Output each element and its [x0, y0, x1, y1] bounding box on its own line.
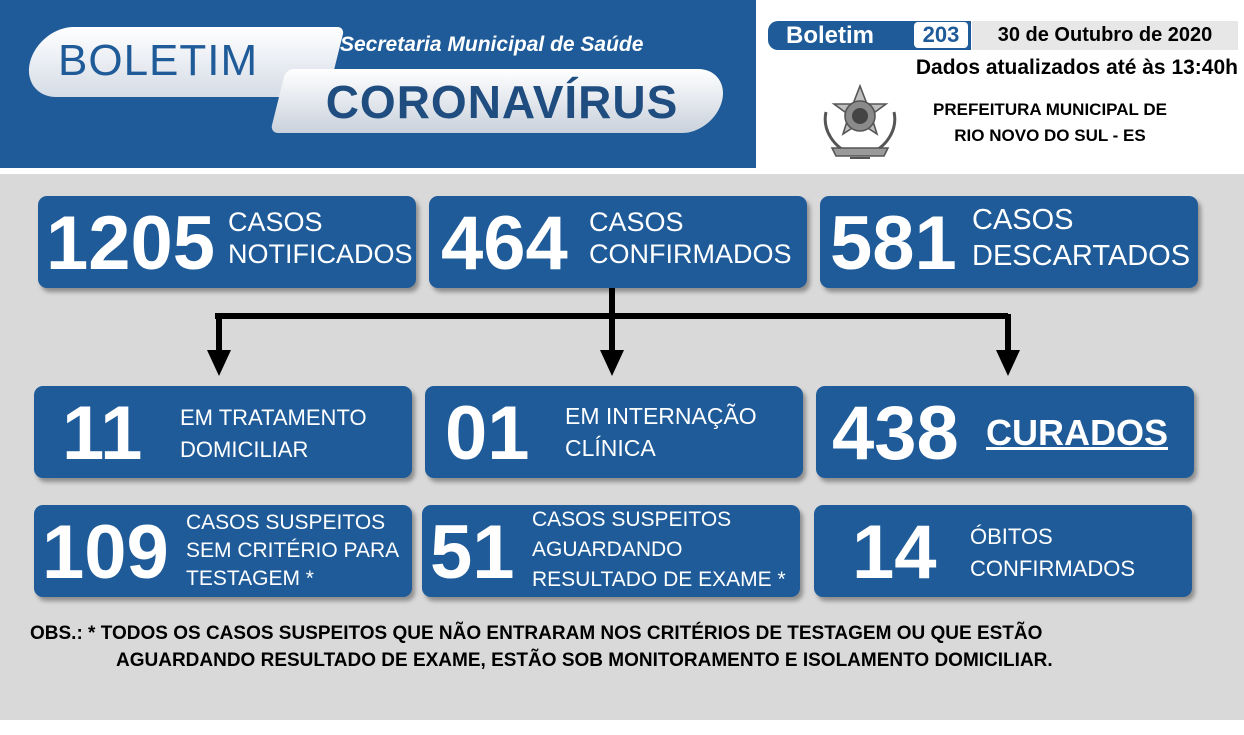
home-treatment-label-2: DOMICILIAR — [180, 437, 309, 462]
discarded-label-1: CASOS — [972, 204, 1074, 236]
deaths-label — [970, 521, 1135, 585]
suspected-awaiting-label-2: AGUARDANDO — [532, 538, 683, 561]
boletim-date: 30 de Outubro de 2020 — [972, 21, 1238, 50]
card-suspected-no-criteria — [34, 505, 412, 597]
boletim-number: 203 — [914, 22, 968, 48]
discarded-label — [972, 202, 1190, 274]
deaths-count: 14 — [852, 510, 937, 595]
updated-time: Dados atualizados até às 13:40h — [915, 56, 1238, 79]
coat-of-arms-icon — [812, 82, 908, 166]
card-discarded-cases — [820, 196, 1198, 288]
boletim-title: BOLETIM — [58, 36, 259, 85]
prefeitura-line-2: RIO NOVO DO SUL - ES — [954, 126, 1146, 145]
suspected-no-criteria-count: 109 — [42, 510, 169, 595]
card-home-treatment — [34, 386, 412, 478]
suspected-no-criteria-label-2: SEM CRITÉRIO PARA — [186, 539, 400, 562]
hospitalized-count: 01 — [445, 391, 530, 476]
suspected-awaiting-label — [532, 505, 786, 595]
deaths-label-1: ÓBITOS — [970, 524, 1053, 549]
suspected-no-criteria-label-1: CASOS SUSPEITOS — [186, 511, 386, 534]
card-notified-cases — [38, 196, 416, 288]
recovered-count: 438 — [832, 391, 959, 476]
card-hospitalized — [425, 386, 803, 478]
card-suspected-awaiting — [422, 505, 800, 597]
home-treatment-label — [180, 402, 367, 466]
suspected-awaiting-label-1: CASOS SUSPEITOS — [532, 508, 732, 531]
confirmed-label-2: CONFIRMADOS — [589, 239, 792, 269]
secretaria-subtitle: Secretaria Municipal de Saúde — [340, 33, 644, 56]
home-treatment-label-1: EM TRATAMENTO — [180, 405, 367, 430]
recovered-label: CURADOS — [986, 412, 1169, 453]
notified-count: 1205 — [46, 201, 216, 286]
notified-label-1: CASOS — [228, 207, 323, 237]
deaths-label-2: CONFIRMADOS — [970, 556, 1135, 581]
notified-label-2: NOTIFICADOS — [228, 239, 413, 269]
suspected-awaiting-label-3: RESULTADO DE EXAME * — [532, 568, 786, 591]
hospitalized-label-2: CLÍNICA — [565, 435, 656, 461]
observation-note — [30, 620, 1230, 680]
discarded-count: 581 — [830, 201, 957, 286]
boletim-badge-label: Boletim — [786, 22, 875, 49]
observation-line-2: AGUARDANDO RESULTADO DE EXAME, ESTÃO SOB MONITORAMENTO E ISOLAMENTO DOMICILIAR. — [116, 650, 1053, 671]
card-confirmed-cases — [429, 196, 807, 288]
confirmed-label — [589, 206, 792, 270]
prefeitura-name — [900, 97, 1200, 151]
home-treatment-count: 11 — [62, 391, 143, 476]
discarded-label-2: DESCARTADOS — [972, 240, 1191, 272]
suspected-no-criteria-label-3: TESTAGEM * — [186, 567, 314, 590]
confirmed-count: 464 — [441, 201, 568, 286]
hospitalized-label — [565, 400, 757, 464]
notified-label — [228, 206, 413, 270]
observation-line-1: OBS.: * TODOS OS CASOS SUSPEITOS QUE NÃO ENTRARAM NOS CRITÉRIOS DE TESTAGEM OU QUE ESTÃO — [30, 623, 1043, 644]
suspected-no-criteria-label — [186, 509, 399, 593]
prefeitura-line-1: PREFEITURA MUNICIPAL DE — [933, 100, 1167, 119]
suspected-awaiting-count: 51 — [430, 510, 515, 595]
hospitalized-label-1: EM INTERNAÇÃO — [565, 403, 757, 429]
confirmed-label-1: CASOS — [589, 207, 684, 237]
card-recovered — [816, 386, 1194, 478]
card-deaths — [814, 505, 1192, 597]
coronavirus-title: CORONAVÍRUS — [325, 76, 679, 128]
